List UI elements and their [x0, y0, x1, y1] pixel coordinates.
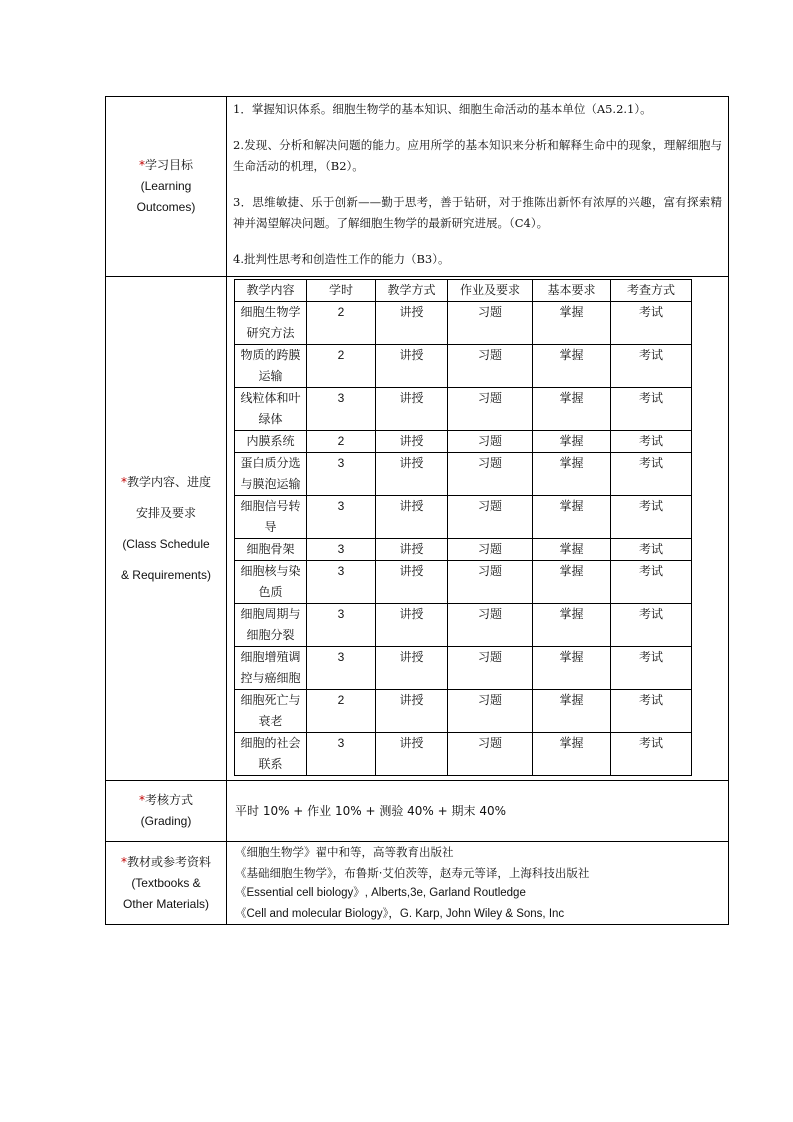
schedule-cell-hours: 3 [307, 388, 376, 431]
table-row [235, 345, 692, 388]
schedule-cell-method: 讲授 [376, 604, 448, 647]
grading-text: 平时 10% + 作业 10% + 测验 40% + 期末 40% [235, 804, 506, 818]
label-en: & Requirements) [120, 567, 212, 582]
schedule-cell-method: 讲授 [376, 647, 448, 690]
required-asterisk: * [120, 474, 127, 489]
schedule-cell-requirement: 掌握 [533, 496, 611, 539]
objective-item: 3．思维敏捷、乐于创新——勤于思考，善于钻研，对于推陈出新怀有浓厚的兴趣，富有探索精神并渴望解决问题。了解细胞生物学的最新研究进展。（C4）。 [233, 195, 722, 230]
required-asterisk: * [138, 158, 145, 172]
syllabus-table [105, 96, 729, 925]
table-row [235, 604, 692, 647]
label-cn: 安排及要求 [135, 505, 196, 520]
table-row [235, 453, 692, 496]
schedule-cell-requirement: 掌握 [533, 604, 611, 647]
class-schedule-content [227, 277, 729, 781]
schedule-cell-requirement: 掌握 [533, 539, 611, 561]
schedule-cell-hours: 3 [307, 561, 376, 604]
table-row [235, 690, 692, 733]
schedule-cell-requirement: 掌握 [533, 302, 611, 345]
required-asterisk: * [138, 793, 145, 807]
table-row [235, 302, 692, 345]
schedule-cell-assessment: 考试 [611, 302, 692, 345]
schedule-cell-topic: 细胞骨架 [235, 539, 307, 561]
textbooks-label [106, 842, 227, 925]
learning-outcomes-content [227, 97, 729, 277]
label-en: (Textbooks & [131, 875, 201, 890]
column-header: 教学内容 [235, 280, 307, 302]
schedule-cell-topic: 线粒体和叶绿体 [235, 388, 307, 431]
schedule-cell-homework: 习题 [448, 388, 533, 431]
schedule-cell-requirement: 掌握 [533, 647, 611, 690]
table-row [235, 496, 692, 539]
label-en: (Grading) [140, 814, 192, 828]
schedule-cell-assessment: 考试 [611, 561, 692, 604]
column-header: 基本要求 [533, 280, 611, 302]
schedule-cell-requirement: 掌握 [533, 561, 611, 604]
textbooks-content [227, 842, 729, 925]
schedule-cell-hours: 2 [307, 431, 376, 453]
column-header: 学时 [307, 280, 376, 302]
schedule-cell-homework: 习题 [448, 496, 533, 539]
table-row [235, 733, 692, 776]
schedule-cell-assessment: 考试 [611, 345, 692, 388]
schedule-cell-topic: 细胞周期与细胞分裂 [235, 604, 307, 647]
textbook-item: 《Cell and molecular Biology》，G. Karp, John Wiley & Sons, Inc [235, 907, 565, 920]
schedule-cell-method: 讲授 [376, 539, 448, 561]
required-asterisk: * [120, 854, 127, 869]
label-en: (Class Schedule [122, 536, 210, 551]
schedule-cell-topic: 物质的跨膜运输 [235, 345, 307, 388]
schedule-cell-assessment: 考试 [611, 733, 692, 776]
schedule-cell-topic: 细胞增殖调控与癌细胞 [235, 647, 307, 690]
schedule-cell-hours: 2 [307, 302, 376, 345]
schedule-cell-assessment: 考试 [611, 453, 692, 496]
column-header: 教学方式 [376, 280, 448, 302]
schedule-cell-requirement: 掌握 [533, 345, 611, 388]
schedule-cell-hours: 3 [307, 647, 376, 690]
label-cn: 教学内容、进度 [126, 474, 211, 489]
schedule-cell-homework: 习题 [448, 561, 533, 604]
label-cn: 教材或参考资料 [126, 854, 211, 869]
schedule-cell-requirement: 掌握 [533, 453, 611, 496]
schedule-cell-homework: 习题 [448, 431, 533, 453]
grading-label [106, 781, 227, 842]
schedule-cell-method: 讲授 [376, 345, 448, 388]
textbook-item: 《Essential cell biology》, Alberts,3e, Garland Routledge [235, 887, 526, 899]
label-cn: 学习目标 [144, 158, 193, 172]
grading-row [106, 781, 729, 842]
objective-item: 1．掌握知识体系。细胞生物学的基本知识、细胞生命活动的基本单位（A5.2.1）。 [233, 102, 652, 116]
schedule-cell-homework: 习题 [448, 345, 533, 388]
textbook-item: 《基础细胞生物学》，布鲁斯·艾伯茨等，赵寿元等译，上海科技出版社 [235, 865, 590, 880]
schedule-cell-assessment: 考试 [611, 388, 692, 431]
schedule-cell-hours: 3 [307, 496, 376, 539]
schedule-cell-topic: 内膜系统 [235, 431, 307, 453]
schedule-cell-homework: 习题 [448, 302, 533, 345]
schedule-cell-requirement: 掌握 [533, 690, 611, 733]
class-schedule-label [106, 277, 227, 781]
schedule-cell-homework: 习题 [448, 733, 533, 776]
schedule-cell-topic: 细胞的社会联系 [235, 733, 307, 776]
schedule-cell-hours: 3 [307, 539, 376, 561]
learning-outcomes-row [106, 97, 729, 277]
schedule-cell-method: 讲授 [376, 561, 448, 604]
schedule-cell-method: 讲授 [376, 302, 448, 345]
label-cn: 考核方式 [144, 793, 193, 807]
schedule-cell-requirement: 掌握 [533, 431, 611, 453]
table-row [235, 647, 692, 690]
schedule-cell-assessment: 考试 [611, 647, 692, 690]
table-row [235, 561, 692, 604]
schedule-cell-method: 讲授 [376, 388, 448, 431]
schedule-cell-topic: 细胞信号转导 [235, 496, 307, 539]
objective-item: 4.批判性思考和创造性工作的能力（B3）。 [233, 252, 450, 266]
schedule-cell-assessment: 考试 [611, 431, 692, 453]
schedule-cell-topic: 细胞死亡与衰老 [235, 690, 307, 733]
schedule-cell-method: 讲授 [376, 453, 448, 496]
schedule-cell-topic: 蛋白质分选与膜泡运输 [235, 453, 307, 496]
table-row [235, 539, 692, 561]
schedule-cell-assessment: 考试 [611, 690, 692, 733]
column-header: 考查方式 [611, 280, 692, 302]
schedule-cell-assessment: 考试 [611, 539, 692, 561]
schedule-cell-hours: 2 [307, 345, 376, 388]
schedule-cell-requirement: 掌握 [533, 388, 611, 431]
schedule-cell-requirement: 掌握 [533, 733, 611, 776]
schedule-cell-method: 讲授 [376, 733, 448, 776]
schedule-cell-homework: 习题 [448, 453, 533, 496]
class-schedule-row [106, 277, 729, 781]
grading-content [227, 781, 729, 842]
label-en: (Learning [140, 179, 192, 193]
schedule-cell-hours: 3 [307, 604, 376, 647]
schedule-cell-homework: 习题 [448, 690, 533, 733]
textbook-item: 《细胞生物学》翟中和等，高等教育出版社 [235, 845, 454, 859]
schedule-cell-assessment: 考试 [611, 496, 692, 539]
learning-outcomes-label [106, 97, 227, 277]
label-en: Outcomes) [136, 200, 196, 214]
schedule-cell-method: 讲授 [376, 431, 448, 453]
table-row [235, 431, 692, 453]
schedule-cell-homework: 习题 [448, 539, 533, 561]
schedule-cell-homework: 习题 [448, 647, 533, 690]
schedule-cell-hours: 3 [307, 733, 376, 776]
schedule-cell-homework: 习题 [448, 604, 533, 647]
schedule-cell-hours: 2 [307, 690, 376, 733]
schedule-cell-method: 讲授 [376, 496, 448, 539]
schedule-cell-hours: 3 [307, 453, 376, 496]
schedule-cell-assessment: 考试 [611, 604, 692, 647]
objective-item: 2.发现、分析和解决问题的能力。应用所学的基本知识来分析和解释生命中的现象，理解细胞与生命活动的机理，（B2）。 [233, 138, 722, 173]
schedule-cell-topic: 细胞生物学研究方法 [235, 302, 307, 345]
label-en: Other Materials) [122, 896, 210, 911]
schedule-cell-topic: 细胞核与染色质 [235, 561, 307, 604]
schedule-header-row [235, 280, 692, 302]
schedule-table [234, 279, 692, 776]
column-header: 作业及要求 [448, 280, 533, 302]
table-row [235, 388, 692, 431]
schedule-cell-method: 讲授 [376, 690, 448, 733]
textbooks-row [106, 842, 729, 925]
